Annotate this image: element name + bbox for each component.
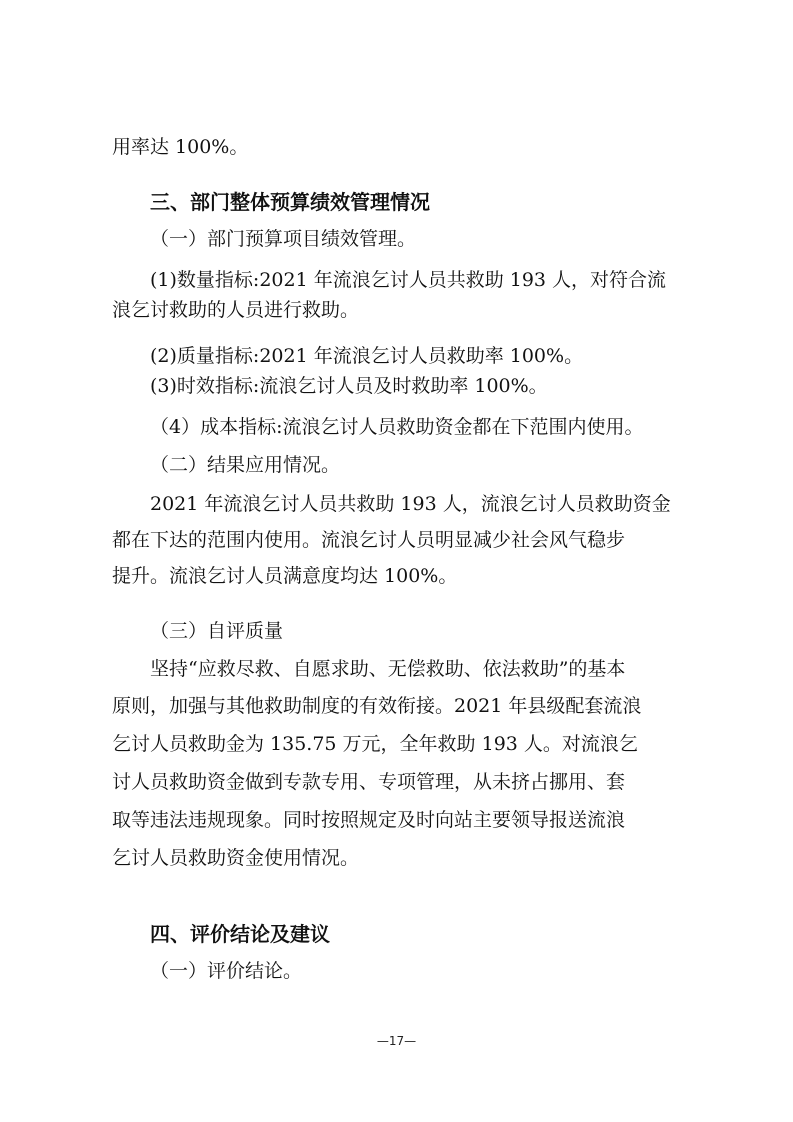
quality-line-3: 乞讨人员救助金为 135.75 万元，全年救助 193 人。对流浪乞 — [112, 733, 638, 755]
subsection-heading-1: （一）部门预算项目绩效管理。 — [150, 228, 417, 250]
quality-line-4: 讨人员救助资金做到专款专用、专项管理，从未挤占挪用、套 — [112, 771, 626, 793]
indicator-quantity-line-2: 浪乞讨救助的人员进行救助。 — [112, 299, 360, 321]
indicator-quantity-line-1: (1)数量指标:2021 年流浪乞讨人员共救助 193 人，对符合流 — [150, 269, 667, 291]
section-heading-3: 三、部门整体预算绩效管理情况 — [150, 190, 430, 214]
indicator-cost: （4）成本指标:流浪乞讨人员救助资金都在下范围内使用。 — [150, 416, 644, 438]
quality-line-5: 取等违法违规现象。同时按照规定及时向站主要领导报送流浪 — [112, 809, 626, 831]
quality-line-6: 乞讨人员救助资金使用情况。 — [112, 847, 360, 869]
result-line-3: 提升。流浪乞讨人员满意度均达 100%。 — [112, 565, 458, 587]
page-number: —17— — [376, 1034, 417, 1048]
subsection-heading-2: （二）结果应用情况。 — [150, 454, 341, 476]
indicator-timeliness: (3)时效指标:流浪乞讨人员及时救助率 100%。 — [150, 375, 548, 397]
subsection-heading-4: （一）评价结论。 — [150, 960, 303, 982]
result-line-1: 2021 年流浪乞讨人员共救助 193 人，流浪乞讨人员救助资金 — [150, 493, 671, 515]
continuation-line: 用率达 100%。 — [112, 136, 249, 158]
quality-line-1: 坚持“应救尽救、自愿求助、无偿救助、依法救助”的基本 — [150, 658, 626, 680]
indicator-quality: (2)质量指标:2021 年流浪乞讨人员救助率 100%。 — [150, 345, 584, 367]
quality-line-2: 原则，加强与其他救助制度的有效衔接。2021 年县级配套流浪 — [112, 695, 642, 717]
section-heading-4: 四、评价结论及建议 — [150, 922, 330, 946]
subsection-heading-3: （三）自评质量 — [150, 620, 284, 642]
result-line-2: 都在下达的范围内使用。流浪乞讨人员明显减少社会风气稳步 — [112, 529, 626, 551]
